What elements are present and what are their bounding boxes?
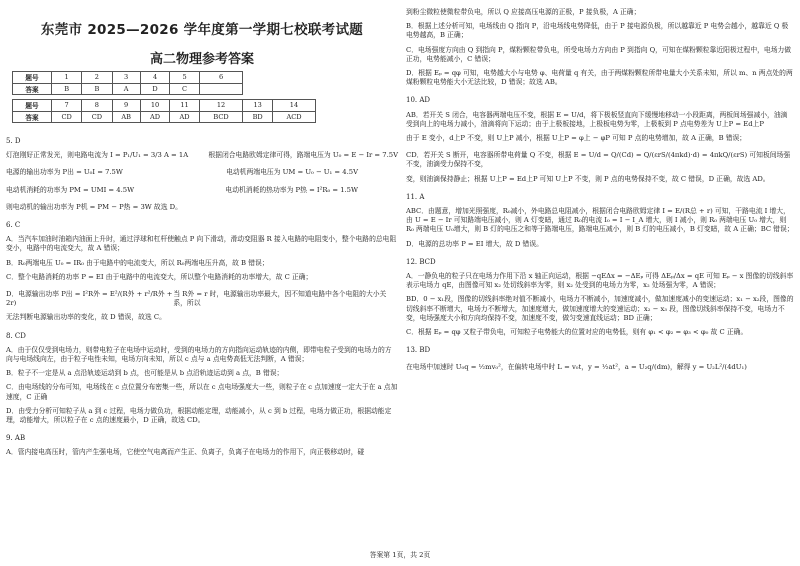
table-cell: CD	[82, 111, 112, 123]
table-cell: 6	[199, 72, 243, 84]
solution-text: 由于 E 变小，d上P 不变，则 U上P 减小，根据 U上P = φ上 − φP 可知 P 点的电势增加，故 A 正确，B 错误；	[406, 134, 747, 143]
table-cell: 10	[140, 100, 170, 112]
solution-text: D．根据 Eₚ = qφ 可知，电势越大小与电势 φ、电荷量 q 有关，由于两煤粉颗粒所带电量大小关系未知，所以 m、n 两点处的两煤粉颗粒电势能大小无法比较，D 错误；故选 AB。	[406, 69, 793, 87]
solution-text: C．整个电路消耗的功率 P = EI 由于电路中的电流变大，所以整个电路消耗的功率增大，故 C 正确；	[6, 272, 313, 281]
question-number: 12. BCD	[406, 257, 436, 266]
solution-text: 在电场中加速时 U₀q = ½mv₀²，在偏转电场中时 L = v₀t，y = ½at²，a = U₂q/(dm)，解得 y = U₂L²/(4dU₁)	[406, 363, 747, 372]
solution-text: D．电源输出功率 P出 = I²R外 = E²/(R外 + r²/R外 + 2r)	[6, 290, 173, 308]
table-cell: 11	[170, 100, 200, 112]
table-cell: AD	[170, 111, 200, 123]
table-cell: 7	[52, 100, 82, 112]
table-cell: AD	[140, 111, 170, 123]
table-cell: A	[112, 83, 140, 95]
question-number: 10. AD	[406, 96, 431, 105]
table-cell: BD	[243, 111, 273, 123]
solution-text: A．一静负电的粒子只在电场力作用下沿 x 轴正向运动，根据 −qEΔx = −ΔEₚ 可得 ΔEₚ/Δx = qE 可知 Eₚ − x 图像的切线斜率表示电场力 qE，由图像可知 x₂ 处切线斜率为零，则 x₂ 处受到的电场力为零，x₂ 处场强为零，A 错误；	[406, 272, 794, 290]
table-header-cell: 答案	[13, 111, 52, 123]
solution-text: 当 R外 = r 时，电源输出功率最大，因不知道电路中各个电阻的大小关系，所以	[173, 290, 387, 308]
table-cell: ACD	[273, 111, 316, 123]
question-number: 6. C	[6, 221, 21, 230]
question-number: 9. AB	[6, 434, 26, 443]
solution-text: 电动机两端电压为 UM = U₀ − U₁ = 4.5V	[226, 168, 358, 177]
table-cell: 8	[82, 100, 112, 112]
solution-text: B．粒子不一定是从 a 点沿轨迹运动到 b 点，也可能是从 b 点沿轨迹运动到 a 点，B 错误；	[6, 369, 284, 378]
solution-line	[6, 186, 398, 195]
solution-text: BD．0 − x₁段，图像的切线斜率绝对值不断减小，电场力不断减小，加速度减小，做加速度减小的变速运动；x₁ − x₂段，图像的切线斜率不断增大，电场力不断增大，加速度增大，做加速度增大的变速运动；x₂ − x₃ 段，图像切线斜率保持不变，电场力不变，电场强度大小和方向均保持不变，加速度不变，做匀变速直线运动；BD 正确；	[406, 295, 794, 322]
table-row	[13, 111, 316, 123]
right-column	[406, 6, 794, 373]
solution-text: D．电源的总功率 P = EI 增大，故 D 错误。	[406, 239, 543, 248]
question-number: 8. CD	[6, 331, 26, 340]
table-cell: 2	[82, 72, 112, 84]
solution-text: 变，则油滴保持静止；根据 U上P = Ed上P 可知 U上P 不变，则 P 点的电势保持不变，故 C 错误，D 正确，故选 AD。	[406, 174, 770, 183]
question-number: 13. BD	[406, 346, 431, 355]
solution-line	[6, 151, 398, 160]
answer-table	[12, 71, 316, 123]
solution-text: AB．若开关 S 闭合，电容器两端电压不变，根据 E = U/d，将下极板竖直向下缓慢地移动一小段距离，两板间场强减小，油滴受到向上的电场力减小，油滴将向下运动；由于上极板接地，上极板电势为零，上极板到 P 点电势差为 U上P = Ed上P	[406, 110, 788, 128]
page-footer: 答案第 1页，共 2页	[369, 551, 431, 559]
table-header-cell: 题号	[13, 100, 52, 112]
table-row	[13, 72, 316, 84]
table-cell: 9	[112, 100, 140, 112]
solution-text: C．电场强度方向由 Q 到指向 P，煤粉颗粒带负电，所受电场力方向由 P 到指向 Q，可知在煤粉颗粒靠近阳极过程中，电场力做正功，电势能减小，C 错误；	[406, 45, 792, 63]
solution-text: A．当汽车加油时油箱内油面上升时，通过浮球和杠杆使触点 P 向下滑动，滑动变阻器 R 接入电路的电阻变小，整个电路的总电阻变小，电路中的电流变大，故 A 错误；	[6, 235, 397, 253]
left-column	[6, 6, 398, 458]
solution-line	[6, 290, 398, 308]
solution-text: 电源的输出功率为 P出 = U₀I = 7.5W	[6, 168, 123, 177]
exam-title: 东莞市 2025—2026 学年度第一学期七校联考试题	[40, 22, 364, 38]
solution-text: A．管内接电高压时，管内产生强电场，它使空气电离而产生正、负离子，负离子在电场力的作用下，向正极移动时，碰	[6, 448, 365, 457]
solution-text: ABC．由题意，增加光照强度，R₀减小，外电路总电阻减小，根据闭合电路欧姆定律 I = E/(R总 + r) 可知，干路电流 I 增大，由 U = E − Ir 可知路端电压减小，则 A 灯变暗，通过 R₀的电流 I₀ = I − I_A 增大，则 I 减小，则 R₀ 两端电压 U₀ 增大，则 R₀ 两端电压 U₀增大，则 B 灯的电压之和等于路端电压，路端电压减小，则 B 灯的电压减小，B 灯变暗，故 A 正确；BC 错误；	[406, 207, 794, 234]
table-cell	[199, 83, 243, 95]
table-cell: 1	[52, 72, 82, 84]
solution-text: 到粉尘微粒使微粒带负电，所以 Q 应接高压电源的正极，P 接负极，A 正确；	[406, 8, 641, 16]
table-cell: 3	[112, 72, 140, 84]
solution-text: 电动机消耗的热功率为 P热 = I²R₀ = 1.5W	[225, 185, 358, 194]
solution-text: 无法判断电源输出功率的变化，故 D 错误，故选 C。	[6, 313, 166, 322]
question-number: 11. A	[406, 192, 425, 201]
table-cell: CD	[52, 111, 82, 123]
table-header-cell: 答案	[13, 83, 52, 95]
table-cell: D	[140, 83, 170, 95]
solution-text: 灯泡刚好正常发光，则电路电流为 I = P₁/U₁ = 3/3 A = 1A	[6, 151, 189, 160]
solution-text: A．由于仅仅受到电场力，则带电粒子在电场中运动时，受到的电场力的方向指向运动轨迹的内侧，即带电粒子受到的电场力的方向与电场线向左，由于粒子电性未知，电场方向未知，所以 c 点与 a 点电势高低无法判断，A 错误；	[6, 345, 392, 364]
solution-text: 根据闭合电路欧姆定律可得，路端电压为 U₀ = E − Ir = 7.5V	[208, 151, 398, 160]
solution-text: B．R₀两端电压 U₀ = IR₀ 由于电路中的电流变大，所以 R₀两端电压升高，故 B 错误；	[6, 258, 269, 267]
table-header-cell: 题号	[13, 72, 52, 84]
solution-text: CD．若开关 S 断开，电容器所带电荷量 Q 不变，根据 E = U/d = Q/(Cd) = Q/(εrS/(4πkd)·d) = 4πkQ/(εrS) 可知板间场强不变，油滴受力保持不变，	[406, 151, 791, 169]
answer-key-subtitle: 高二物理参考答案	[149, 52, 254, 67]
table-row	[13, 100, 316, 112]
solution-text: 电动机消耗的功率为 PM = UMI = 4.5W	[6, 185, 135, 194]
solution-text: C．由电场线的分布可知，电场线在 c 点位置分布密集一些，所以在 c 点电场强度大一些，则粒子在 c 点加速度一定大于在 a 点加速度，C 正确	[6, 383, 398, 401]
solution-text: D．由受力分析可知粒子从 a 到 c 过程，电场力做负功，根据动能定理，动能减小，从 c 到 b 过程，电场力做正功，根据动能定理，动能增大，所以粒子在 c 点的速度最小，D 正确，故选 CD。	[6, 406, 392, 425]
table-cell: B	[52, 83, 82, 95]
solution-text: B．根据上述分析可知，电场线由 Q 指向 P，沿电场线电势降低，由于 P 接电源负极，所以越靠近 P 电势会越小，越靠近 Q 极电势越高，B 正确；	[406, 22, 789, 40]
table-cell: 12	[199, 100, 243, 112]
table-cell: 4	[140, 72, 170, 84]
table-cell: 5	[170, 72, 200, 84]
question-number: 5. D	[6, 137, 21, 145]
solution-text: 则电动机的输出功率为 P机 = PM − P热 = 3W 故选 D。	[6, 202, 182, 211]
table-cell: C	[170, 83, 200, 95]
table-row	[13, 83, 316, 95]
table-cell: BCD	[199, 111, 243, 123]
table-cell: 14	[273, 100, 316, 112]
solution-text: C．根据 Eₚ = qφ 又粒子带负电，可知粒子电势能大的位置对应的电势低，则有 φ₁ < φ₂ = φ₃ < φ₀ 故 C 正确。	[406, 328, 748, 337]
solution-line	[6, 168, 398, 177]
table-cell: AB	[112, 111, 140, 123]
table-cell: B	[82, 83, 112, 95]
table-cell: 13	[243, 100, 273, 112]
